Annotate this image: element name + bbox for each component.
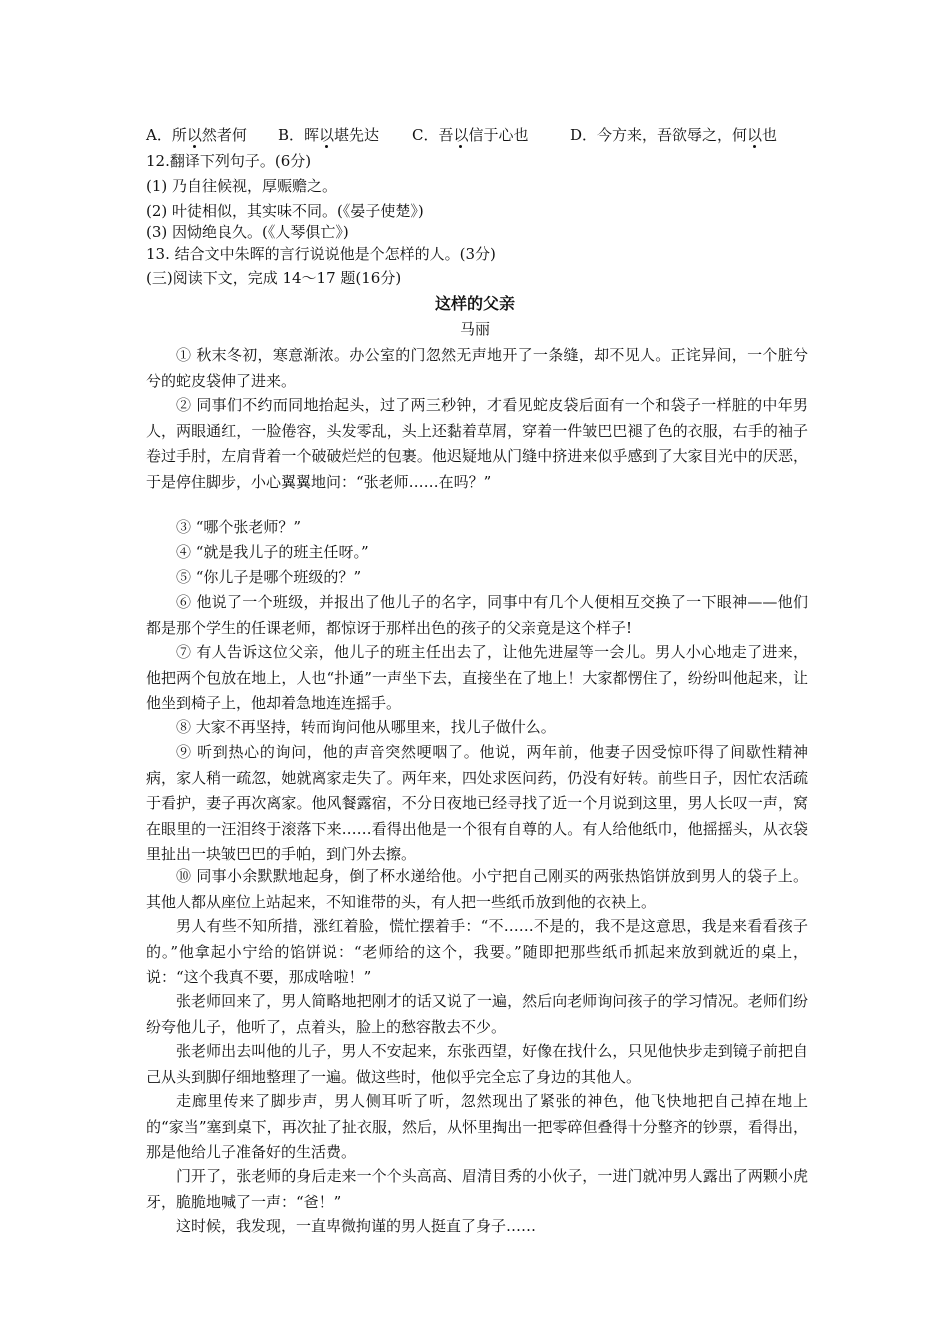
paragraph-6: ⑥ 他说了一个班级，并报出了他儿子的名字，同事中有几个人便相互交换了一下眼神——他们都是那个学生的任课老师，都惊讶于那样出色的孩子的父亲竟是这个样子! bbox=[146, 593, 808, 637]
article-title: 这样的父亲 bbox=[434, 294, 515, 313]
emphasis-dot: 以 bbox=[186, 126, 202, 144]
q13-question: 13. 结合文中朱晖的言行说说他是个怎样的人。(3分) bbox=[146, 245, 496, 263]
q11-option-a: A．所以然者何 bbox=[146, 126, 247, 144]
q11-option-c: C．吾以信于心也 bbox=[412, 126, 529, 144]
paragraph-12: 张老师回来了，男人简略地把刚才的话又说了一遍，然后向老师询问孩子的学习情况。老师们纷纷夸他儿子，他听了，点着头，脸上的愁容散去不少。 bbox=[146, 992, 808, 1036]
paragraph-16: 这时候，我发现，一直卑微拘谨的男人挺直了身子…… bbox=[176, 1217, 537, 1235]
paragraph-5: ⑤ “你儿子是哪个班级的？” bbox=[176, 568, 362, 586]
paragraph-1: ① 秋末冬初，寒意渐浓。办公室的门忽然无声地开了一条缝，却不见人。正诧异间，一个脏兮兮的蛇皮袋伸了进来。 bbox=[146, 346, 808, 390]
q12-item-1: (1) 乃自往候视，厚赈赡之。 bbox=[146, 177, 338, 195]
emphasis-dot: 以 bbox=[747, 126, 763, 144]
q12-item-3: (3) 因恸绝良久。(《人琴俱亡》) bbox=[146, 223, 349, 241]
emphasis-dot: 以 bbox=[453, 126, 469, 144]
q11-option-d: D．今方来，吾欲辱之，何以也 bbox=[570, 126, 778, 144]
paragraph-11: 男人有些不知所措，涨红着脸，慌忙摆着手：“不……不是的，我不是这意思，我是来看看孩子的。”他拿起小宁给的馅饼说：“老师给的这个，我要。”随即把那些纸币抓起来放到就近的桌上，说：“这个我真不要，那成啥啦！” bbox=[146, 917, 808, 987]
paragraph-14: 走廊里传来了脚步声，男人侧耳听了听，忽然现出了紧张的神色，他飞快地把自己掉在地上的“家当”塞到桌下，再次扯了扯衣服，然后，从怀里掏出一把零碎但叠得十分整齐的钞票，看得出，那是他给儿子准备好的生活费。 bbox=[146, 1092, 808, 1162]
q11-option-b: B．晖以堪先达 bbox=[278, 126, 380, 144]
section3-heading: (三)阅读下文，完成 14～17 题(16分) bbox=[146, 269, 402, 287]
paragraph-10: ⑩ 同事小余默默地起身，倒了杯水递给他。小宁把自己刚买的两张热馅饼放到男人的袋子上。其他人都从座位上站起来，不知谁带的头，有人把一些纸币放到他的衣袂上。 bbox=[146, 867, 808, 911]
paragraph-15: 门开了，张老师的身后走来一个个头高高、眉清目秀的小伙子，一进门就冲男人露出了两颗小虎牙，脆脆地喊了一声：“爸！” bbox=[146, 1167, 808, 1211]
q12-heading: 12.翻译下列句子。(6分) bbox=[146, 152, 312, 170]
q12-item-2: (2) 叶徒相似，其实味不同。(《晏子使楚》) bbox=[146, 202, 424, 220]
paragraph-8: ⑧ 大家不再坚持，转而询问他从哪里来，找儿子做什么。 bbox=[176, 718, 556, 736]
paragraph-13: 张老师出去叫他的儿子，男人不安起来，东张西望，好像在找什么，只见他快步走到镜子前把自己从头到脚仔细地整理了一遍。做这些时，他似乎完全忘了身边的其他人。 bbox=[146, 1042, 808, 1086]
paragraph-9: ⑨ 听到热心的询问，他的声音突然哽咽了。他说，两年前，他妻子因受惊吓得了间歇性精神病，家人稍一疏忽，她就离家走失了。两年来，四处求医问药，仍没有好转。前些日子，因忙农活疏于看护，妻子再次离家。他风餐露宿，不分日夜地已经寻找了近一个月说到这里，男人长叹一声，窝在眼里的一汪泪终于滚落下来……看得出他是一个很有自尊的人。有人给他纸巾，他摇摇头，从衣袋里扯出一块皱巴巴的手帕，到门外去擦。 bbox=[146, 743, 808, 864]
paragraph-2: ② 同事们不约而同地抬起头，过了两三秒钟，才看见蛇皮袋后面有一个和袋子一样脏的中年男人，两眼通红，一脸倦容，头发零乱，头上还黏着草屑，穿着一件皱巴巴褪了色的衣服，右手的袖子卷过手肘，左肩背着一个破破烂烂的包裹。他迟疑地从门缝中挤进来似乎感到了大家目光中的厌恶，于是停住脚步，小心翼翼地问：“张老师……在吗？” bbox=[146, 396, 808, 491]
paragraph-4: ④ “就是我儿子的班主任呀。” bbox=[176, 543, 369, 561]
paragraph-3: ③ “哪个张老师？” bbox=[176, 518, 302, 536]
paragraph-7: ⑦ 有人告诉这位父亲，他儿子的班主任出去了，让他先进屋等一会儿。男人小心地走了进来，他把两个包放在地上，人也“扑通”一声坐下去，直接坐在了地上！大家都愣住了，纷纷叫他起来，让他坐到椅子上，他却着急地连连摇手。 bbox=[146, 643, 808, 713]
article-author: 马丽 bbox=[459, 320, 490, 338]
emphasis-dot: 以 bbox=[319, 126, 335, 144]
